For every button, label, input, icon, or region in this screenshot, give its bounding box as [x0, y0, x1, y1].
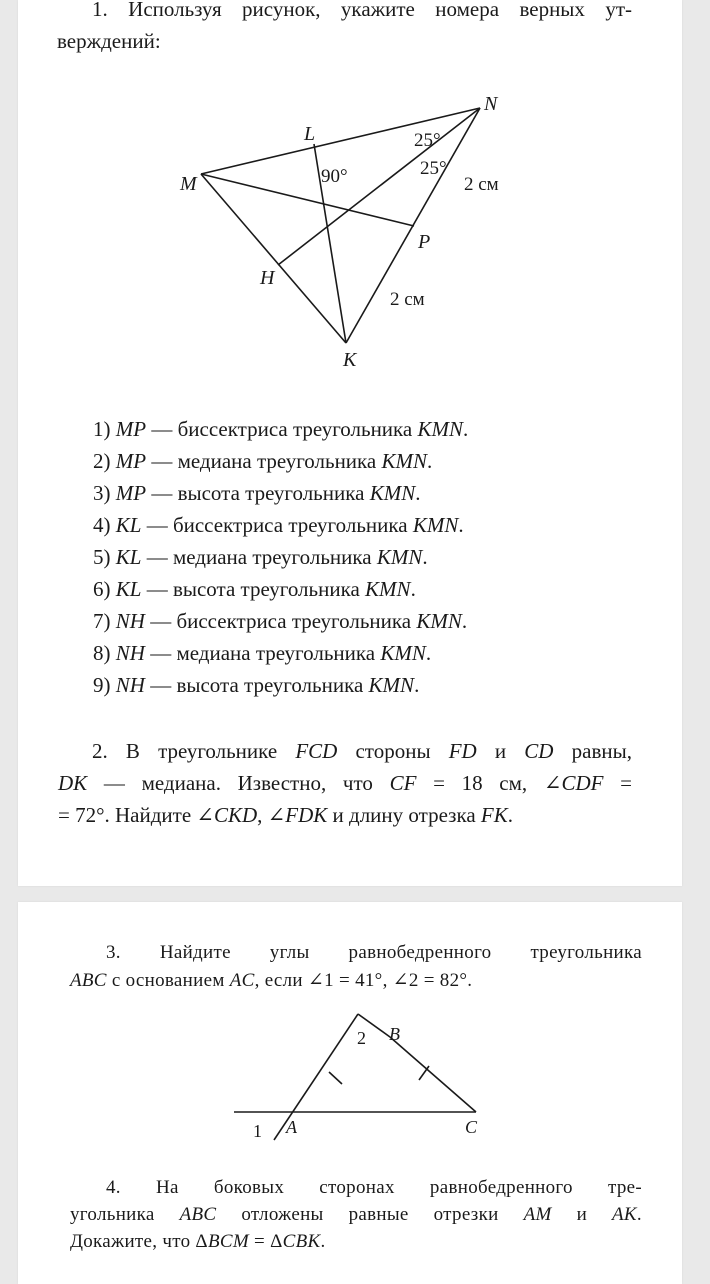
task3-line1: 3. Найдите углы равнобедренного треугольника	[106, 942, 642, 963]
side-mk	[201, 174, 346, 343]
statement-8: 8) NH — медиана треугольника KMN.	[93, 641, 432, 665]
label-a: A	[286, 1117, 297, 1137]
triangle-abc-figure	[18, 902, 682, 1162]
label-angle-2: 2	[357, 1028, 366, 1048]
statement-4: 4) KL — биссектриса треугольника KMN.	[93, 513, 464, 537]
statement-9: 9) NH — высота треугольника KMN.	[93, 673, 420, 697]
label-pk-2cm: 2 см	[390, 289, 425, 310]
task1-heading-line2: верждений:	[57, 29, 161, 53]
label-k: K	[343, 349, 357, 371]
label-angle-25-bottom: 25°	[420, 158, 447, 179]
side-bc	[390, 1037, 476, 1112]
label-b: B	[389, 1024, 400, 1044]
task1-heading-line1: 1. Используя рисунок, укажите номера верных ут-	[92, 0, 632, 21]
label-angle-90: 90°	[321, 166, 348, 187]
statement-1: 1) MP — биссектриса треугольника KMN.	[93, 417, 469, 441]
label-np-2cm: 2 см	[464, 174, 499, 195]
statement-2: 2) MP — медиана треугольника KMN.	[93, 449, 433, 473]
statement-7: 7) NH — биссектриса треугольника KMN.	[93, 609, 468, 633]
page-sheet-2	[18, 902, 682, 1284]
statement-6: 6) KL — высота треугольника KMN.	[93, 577, 416, 601]
triangle-kmn-figure	[18, 0, 682, 380]
label-n: N	[484, 93, 498, 115]
task2-line2: DK — медиана. Известно, что CF = 18 см, ∠CDF =	[58, 771, 632, 795]
task3-line2: ABC с основанием AC, если ∠1 = 41°, ∠2 = 82°.	[70, 970, 473, 991]
label-c: C	[465, 1117, 478, 1137]
task4-line3: Докажите, что ΔBCM = ΔCBK.	[70, 1231, 326, 1252]
task2-line1: 2. В треугольнике FCD стороны FD и CD равны,	[92, 739, 632, 763]
tick-mark-ab	[329, 1072, 342, 1084]
task4-line1: 4. На боковых сторонах равнобедренного тре-	[106, 1177, 642, 1198]
task4-line2: угольника ABC отложены равные отрезки AM и AK.	[70, 1204, 642, 1225]
label-h: H	[260, 267, 275, 289]
statement-3: 3) MP — высота треугольника KMN.	[93, 481, 421, 505]
segment-mp	[201, 174, 414, 226]
tick-mark-bc	[419, 1066, 429, 1080]
label-m: M	[180, 173, 197, 195]
task2-line3: = 72°. Найдите ∠CKD, ∠FDK и длину отрезка FK.	[58, 803, 513, 827]
label-l: L	[304, 123, 316, 145]
label-angle-1: 1	[253, 1121, 262, 1141]
page-sheet-1	[18, 0, 682, 886]
label-p: P	[418, 231, 431, 253]
statement-5: 5) KL — медиана треугольника KMN.	[93, 545, 428, 569]
label-angle-25-top: 25°	[414, 130, 441, 151]
